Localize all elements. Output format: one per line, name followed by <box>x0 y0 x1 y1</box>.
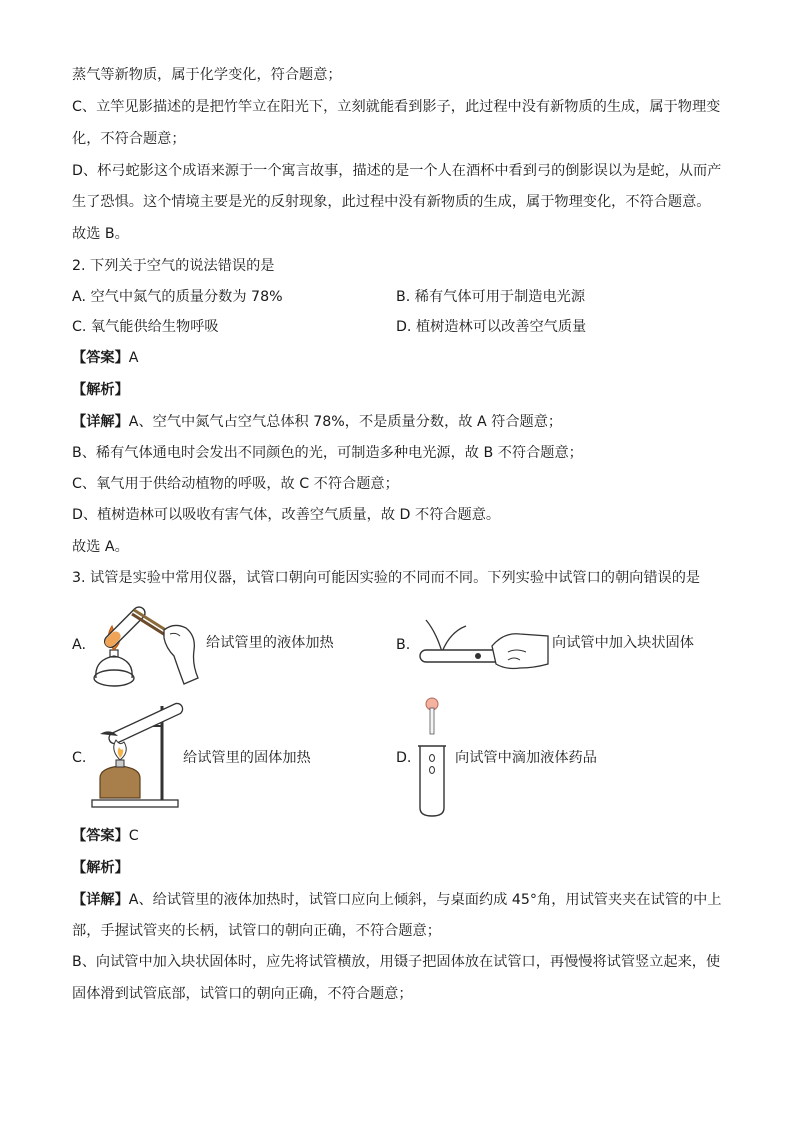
prev-line-4: D、杯弓蛇影这个成语来源于一个寓言故事，描述的是一个人在酒杯中看到弓的倒影误以为是蛇，从而产 <box>72 163 722 179</box>
answer-tag: 【答案】 <box>72 350 129 366</box>
q2-detail-4: D、植树造林可以吸收有害气体，改善空气质量，故 D 不符合题意。 <box>72 507 501 523</box>
q2-stem: 2. 下列关于空气的说法错误的是 <box>72 258 275 274</box>
q2-option-d: D. 植树造林可以改善空气质量 <box>396 319 587 335</box>
q2-option-b: B. 稀有气体可用于制造电光源 <box>396 289 586 305</box>
detail-tag: 【详解】 <box>72 892 129 908</box>
q2-option-c: C. 氧气能供给生物呼吸 <box>72 319 219 335</box>
q3-option-d-text: 向试管中滴加液体药品 <box>455 750 597 766</box>
prev-line-1: 蒸气等新物质，属于化学变化，符合题意； <box>72 67 342 83</box>
detail-tag: 【详解】 <box>72 414 129 430</box>
q3-detail-1a <box>72 890 721 910</box>
q3-option-c-text: 给试管里的固体加热 <box>183 750 311 766</box>
q2-detail-3: C、氧气用于供给动植物的呼吸，故 C 不符合题意； <box>72 476 399 492</box>
q3-option-a-text: 给试管里的液体加热 <box>206 635 334 651</box>
q3-option-d-letter: D. <box>396 750 412 766</box>
liquid-heating-illustration <box>88 598 200 692</box>
q3-option-c-letter: C. <box>72 750 87 766</box>
solid-heating-illustration <box>86 700 184 812</box>
answer-tag: 【答案】 <box>72 828 129 844</box>
q3-option-a-letter: A. <box>72 637 86 653</box>
q3-analysis-tag: 【解析】 <box>72 860 129 876</box>
q3-option-b-letter: B. <box>396 637 411 653</box>
q3-detail-2a: B、向试管中加入块状固体时，应先将试管横放，用镊子把固体放在试管口，再慢慢将试管竖立起来，使 <box>72 954 721 970</box>
prev-line-5: 生了恐惧。这个情境主要是光的反射现象，此过程中没有新物质的生成，属于物理变化，不符合题意。 <box>72 194 711 210</box>
detail-text: A、给试管里的液体加热时，试管口应向上倾斜，与桌面约成 45°角，用试管夹夹在试管的中上 <box>128 892 722 908</box>
q2-answer <box>72 348 138 368</box>
prev-line-3: 化，不符合题意； <box>72 131 186 147</box>
q2-analysis-tag: 【解析】 <box>72 382 129 398</box>
answer-value: A <box>128 350 139 366</box>
q2-detail-1 <box>72 412 562 432</box>
q3-detail-1b: 部，手握试管夹的长柄，试管口的朝向正确，不符合题意； <box>72 923 441 939</box>
prev-conclusion: 故选 B。 <box>72 226 129 242</box>
q3-detail-2b: 固体滑到试管底部，试管口的朝向正确，不符合题意； <box>72 986 413 1002</box>
prev-line-2: C、立竿见影描述的是把竹竿立在阳光下，立刻就能看到影子，此过程中没有新物质的生成，属于物理变 <box>72 99 721 115</box>
detail-text: A、空气中氮气占空气总体积 78%，不是质量分数，故 A 符合题意； <box>128 414 563 430</box>
q3-option-b-text: 向试管中加入块状固体 <box>552 635 694 651</box>
q2-conclusion: 故选 A。 <box>72 539 129 555</box>
answer-value: C <box>128 828 139 844</box>
dropper-illustration <box>412 696 452 820</box>
q2-detail-2: B、稀有气体通电时会发出不同颜色的光，可制造多种电光源，故 B 不符合题意； <box>72 445 583 461</box>
q3-stem: 3. 试管是实验中常用仪器，试管口朝向可能因实验的不同而不同。下列实验中试管口的朝向错误的是 <box>72 570 701 586</box>
q2-option-a: A. 空气中氮气的质量分数为 78% <box>72 289 283 305</box>
add-solid-illustration <box>416 612 551 672</box>
q3-answer <box>72 826 139 846</box>
